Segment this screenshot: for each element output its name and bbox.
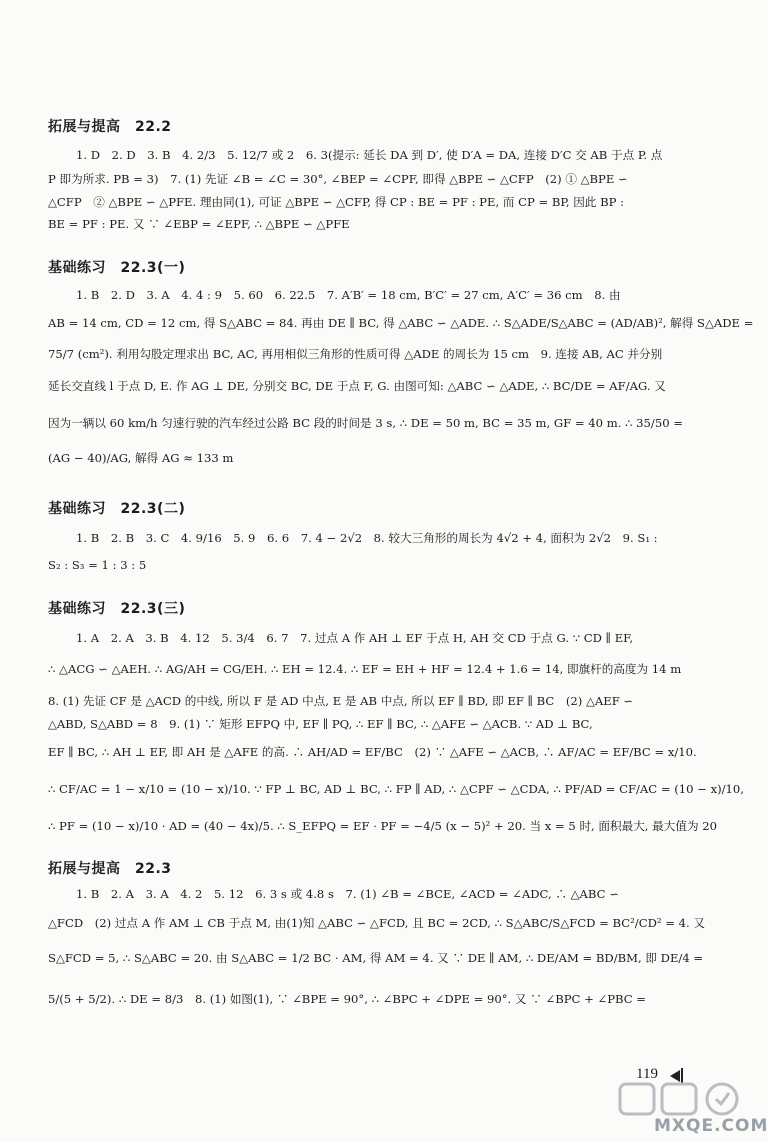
answer-line: S△FCD = 5, ∴ S△ABC = 20. 由 S△ABC = 1/2 BC · AM, 得 AM = 4. 又 ∵ DE ∥ AM, ∴ DE/AM = BD/BM, 即 DE/4 = [48, 951, 704, 965]
section-heading: 基础练习 22.3(二) [48, 501, 186, 517]
answer-line: P 即为所求. PB = 3) 7. (1) 先证 ∠B = ∠C = 30°, ∠BEP = ∠CPF, 即得 △BPE ∽ △CFP (2) ① △BPE ∽ [48, 172, 628, 186]
answer-line: 8. (1) 先证 CF 是 △ACD 的中线, 所以 F 是 AD 中点, E 是 AB 中点, 所以 EF ∥ BD, 即 EF ∥ BC (2) △AEF ∽ [48, 694, 634, 708]
answer-line: AB = 14 cm, CD = 12 cm, 得 S△ABC = 84. 再由 DE ∥ BC, 得 △ABC ∽ △ADE. ∴ S△ADE/S△ABC = (AD/AB)², 解得 S△ADE = [48, 316, 754, 330]
answer-line: (AG − 40)/AG, 解得 AG ≈ 133 m [48, 451, 234, 465]
section-heading: 基础练习 22.3(三) [48, 601, 186, 617]
section-heading: 基础练习 22.3(一) [48, 260, 186, 276]
answer-line: ∴ △ACG ∽ △AEH. ∴ AG/AH = CG/EH. ∴ EH = 12.4. ∴ EF = EH + HF = 12.4 + 1.6 = 14, 即旗杆的高度为 14 m [48, 662, 682, 676]
answer-line: 1. B 2. D 3. A 4. 4 : 9 5. 60 6. 22.5 7. A′B′ = 18 cm, B′C′ = 27 cm, A′C′ = 36 cm 8. 由 [76, 288, 621, 302]
answer-line: 因为一辆以 60 km/h 匀速行驶的汽车经过公路 BC 段的时间是 3 s, ∴ DE = 50 m, BC = 35 m, GF = 40 m. ∴ 35/50 = [48, 416, 683, 430]
answer-line: △CFP ② △BPE ∽ △PFE. 理由同(1), 可证 △BPE ∽ △CFP, 得 CP : BE = PF : PE, 而 CP = BP, 因此 BP : [48, 195, 624, 209]
answer-line: 1. B 2. A 3. A 4. 2 5. 12 6. 3 s 或 4.8 s 7. (1) ∠B = ∠BCE, ∠ACD = ∠ADC, ∴ △ABC ∽ [76, 887, 619, 901]
answer-line: 5/(5 + 5/2). ∴ DE = 8/3 8. (1) 如图(1), ∵ ∠BPE = 90°, ∴ ∠BPC + ∠DPE = 90°. 又 ∵ ∠BPC + ∠PBC = [48, 992, 646, 1006]
answer-line: △FCD (2) 过点 A 作 AM ⊥ CB 于点 M, 由(1)知 △ABC ∽ △FCD, 且 BC = 2CD, ∴ S△ABC/S△FCD = BC²/CD² = 4. 又 [48, 916, 705, 930]
answer-line: S₂ : S₃ = 1 : 3 : 5 [48, 558, 147, 572]
answer-line: ∴ CF/AC = 1 − x/10 = (10 − x)/10. ∵ FP ⊥ BC, AD ⊥ BC, ∴ FP ∥ AD, ∴ △CPF ∽ △CDA, ∴ PF/AD = CF/AC = (10 − x)/10, [48, 782, 744, 796]
page-number: 119 [636, 1066, 658, 1082]
answer-line: 1. B 2. B 3. C 4. 9/16 5. 9 6. 6 7. 4 − 2√2 8. 较大三角形的周长为 4√2 + 4, 面积为 2√2 9. S₁ : [76, 531, 658, 545]
page-marker-arrow-icon [670, 1070, 680, 1082]
answer-line: 75/7 (cm²). 利用勾股定理求出 BC, AC, 再用相似三角形的性质可得 △ADE 的周长为 15 cm 9. 连接 AB, AC 并分别 [48, 347, 663, 361]
section-heading: 拓展与提高 22.3 [48, 861, 172, 877]
answer-line: 延长交直线 l 于点 D, E. 作 AG ⊥ DE, 分别交 BC, DE 于点 F, G. 由图可知: △ABC ∽ △ADE, ∴ BC/DE = AF/AG. 又 [48, 379, 666, 393]
answer-line: △ABD, S△ABD = 8 9. (1) ∵ 矩形 EFPQ 中, EF ∥ PQ, ∴ EF ∥ BC, ∴ △AFE ∽ △ACB. ∵ AD ⊥ BC, [48, 717, 593, 731]
section-heading: 拓展与提高 22.2 [48, 119, 172, 135]
answer-line: BE = PF : PE. 又 ∵ ∠EBP = ∠EPF, ∴ △BPE ∽ △PFE [48, 217, 350, 231]
watermark-text: MXQE.COM [654, 1116, 768, 1136]
answer-line: 1. D 2. D 3. B 4. 2/3 5. 12/7 或 2 6. 3(提示: 延长 DA 到 D′, 使 D′A = DA, 连接 D′C 交 AB 于点 P. 点 [76, 148, 663, 162]
answer-line: 1. A 2. A 3. B 4. 12 5. 3/4 6. 7 7. 过点 A 作 AH ⊥ EF 于点 H, AH 交 CD 于点 G. ∵ CD ∥ EF, [76, 631, 634, 645]
answer-line: ∴ PF = (10 − x)/10 · AD = (40 − 4x)/5. ∴ S_EFPQ = EF · PF = −4/5 (x − 5)² + 20. 当 x = 5 时, 面积最大, 最大值为 20 [48, 819, 717, 833]
answer-line: EF ∥ BC, ∴ AH ⊥ EF, 即 AH 是 △AFE 的高. ∴ AH/AD = EF/BC (2) ∵ △AFE ∽ △ACB, ∴ AF/AC = EF/BC = x/10. [48, 745, 697, 759]
